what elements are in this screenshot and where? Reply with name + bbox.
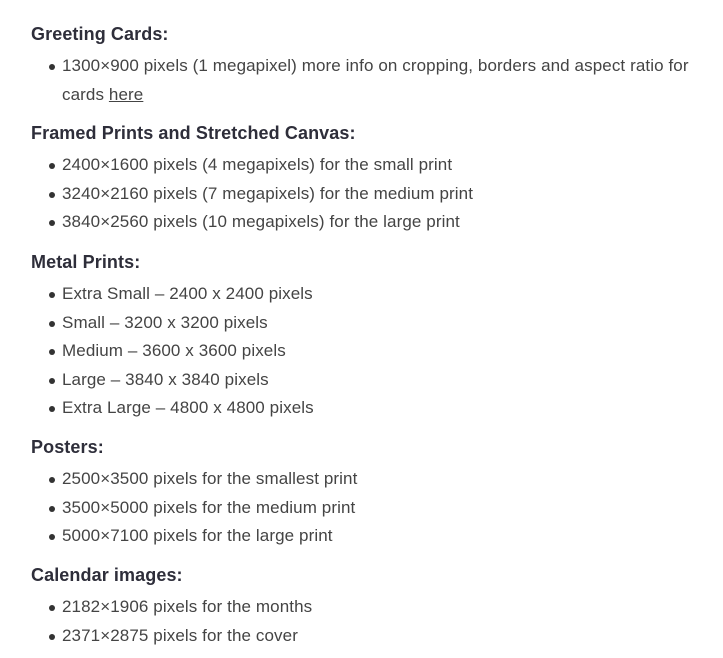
list-item-text: 1300×900 pixels (1 megapixel) more info on cropping, borders and aspect ratio for cards [62,56,689,104]
list-item: Small – 3200 x 3200 pixels [31,309,711,338]
section-heading: Calendar images: [31,565,183,585]
section-metal-prints [31,248,711,423]
list-item: 5000×7100 pixels for the large print [31,522,711,551]
section-heading: Posters: [31,437,104,457]
list-item: Large – 3840 x 3840 pixels [31,366,711,395]
list-item: Medium – 3600 x 3600 pixels [31,337,711,366]
list-item: 2371×2875 pixels for the cover [31,622,711,651]
list-item: Extra Small – 2400 x 2400 pixels [31,280,711,309]
section-heading: Metal Prints: [31,252,141,272]
section-calendar-images [31,561,711,650]
bullet-list [31,52,711,109]
section-posters [31,433,711,551]
bullet-list [31,280,711,423]
list-item: 3500×5000 pixels for the medium print [31,494,711,523]
bullet-list [31,151,711,237]
list-item: 2182×1906 pixels for the months [31,593,711,622]
here-link[interactable]: here [108,84,144,104]
list-item: 2500×3500 pixels for the smallest print [31,465,711,494]
section-heading: Greeting Cards: [31,24,169,44]
list-item [31,52,711,109]
section-greeting-cards [31,20,711,109]
list-item: 3840×2560 pixels (10 megapixels) for the large print [31,208,711,237]
list-item: 3240×2160 pixels (7 megapixels) for the medium print [31,180,711,209]
section-heading: Framed Prints and Stretched Canvas: [31,123,356,143]
list-item: 2400×1600 pixels (4 megapixels) for the small print [31,151,711,180]
bullet-list [31,593,711,650]
bullet-list [31,465,711,551]
list-item: Extra Large – 4800 x 4800 pixels [31,394,711,423]
section-framed-prints [31,119,711,237]
